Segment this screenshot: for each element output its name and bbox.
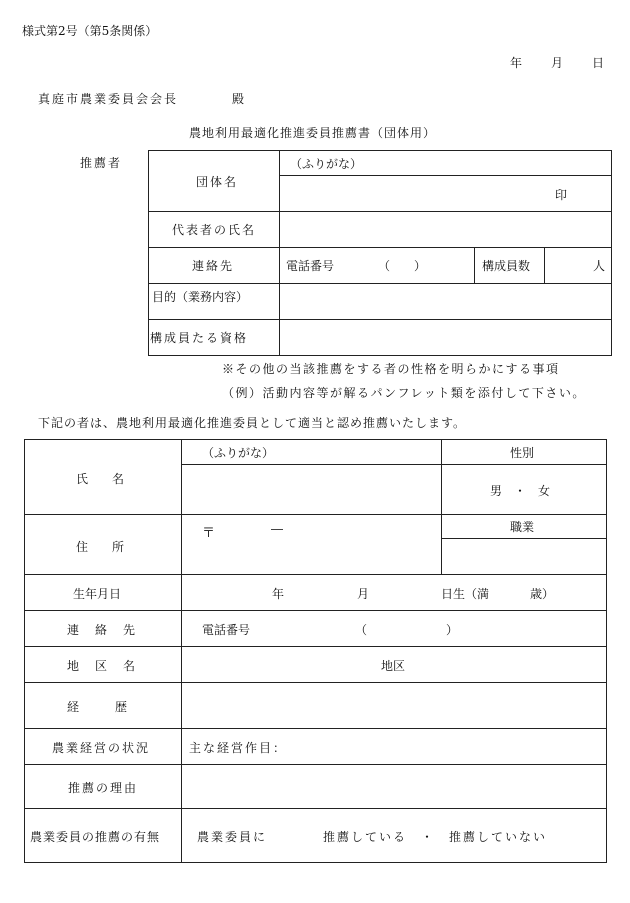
org-furigana-label: （ふりがな） xyxy=(290,157,363,171)
note-line-1: ※その他の当該推薦をする者の性格を明らかにする事項 xyxy=(222,362,560,376)
candidate-phone-label: 電話番号 xyxy=(202,623,251,637)
district-label: 地 区 名 xyxy=(67,659,138,673)
group-contact-label: 連絡先 xyxy=(192,259,235,273)
birthdate-label: 生年月日 xyxy=(73,587,122,601)
group-phone-label: 電話番号 xyxy=(286,259,335,273)
gender-options: 男 ・ 女 xyxy=(490,484,551,498)
note-line-2: （例）活動内容等が解るパンフレット類を添付して下さい。 xyxy=(222,386,586,400)
qualification-label: 構成員たる資格 xyxy=(150,331,249,345)
date-day-label: 日 xyxy=(592,56,605,70)
birth-year-label: 年 xyxy=(272,587,285,601)
recommender-label: 推薦者 xyxy=(80,156,123,170)
postal-mark: 〒 xyxy=(202,526,216,541)
seal-label: 印 xyxy=(555,188,568,202)
form-title: 農地利用最適化推進委員推薦書（団体用） xyxy=(189,126,437,140)
committee-prefix: 農業委員に xyxy=(197,830,268,844)
date-year-label: 年 xyxy=(510,56,523,70)
candidate-address-label: 住 所 xyxy=(76,540,125,554)
career-label: 経 歴 xyxy=(67,700,128,714)
occupation-label: 職業 xyxy=(510,520,535,534)
org-name-label: 団体名 xyxy=(196,175,239,189)
candidate-contact-label: 連 絡 先 xyxy=(67,623,138,637)
form-number: 様式第2号（第5条関係） xyxy=(22,24,158,38)
postal-dash: ― xyxy=(271,522,283,536)
birth-age-label: 歳） xyxy=(530,587,555,601)
birth-month-label: 月 xyxy=(357,587,370,601)
reason-label: 推薦の理由 xyxy=(68,781,139,795)
recommendation-statement: 下記の者は、農地利用最適化推進委員として適当と認め推薦いたします。 xyxy=(38,416,467,430)
main-crops-label: 主な経営作目： xyxy=(189,741,288,755)
candidate-name-label: 氏 名 xyxy=(76,472,125,486)
birth-day-label: 日生（満 xyxy=(441,587,490,601)
rep-name-label: 代表者の氏名 xyxy=(172,223,257,237)
addressee: 真庭市農業委員会会長 xyxy=(38,92,179,106)
gender-label: 性別 xyxy=(510,446,535,460)
committee-label: 農業委員の推薦の有無 xyxy=(30,830,161,844)
candidate-phone-open: （ xyxy=(355,623,368,637)
addressee-suffix: 殿 xyxy=(232,92,245,106)
candidate-furigana-label: （ふりがな） xyxy=(202,446,275,460)
date-month-label: 月 xyxy=(551,56,564,70)
purpose-label: 目的（業務内容） xyxy=(152,290,249,304)
group-phone-parens: （ ） xyxy=(378,259,427,273)
member-count-label: 構成員数 xyxy=(482,259,531,273)
farm-status-label: 農業経営の状況 xyxy=(52,741,151,755)
member-unit: 人 xyxy=(593,259,606,273)
candidate-phone-close: ） xyxy=(446,623,459,637)
committee-options: 推薦している ・ 推薦していない xyxy=(323,830,548,844)
district-suffix: 地区 xyxy=(381,659,406,673)
